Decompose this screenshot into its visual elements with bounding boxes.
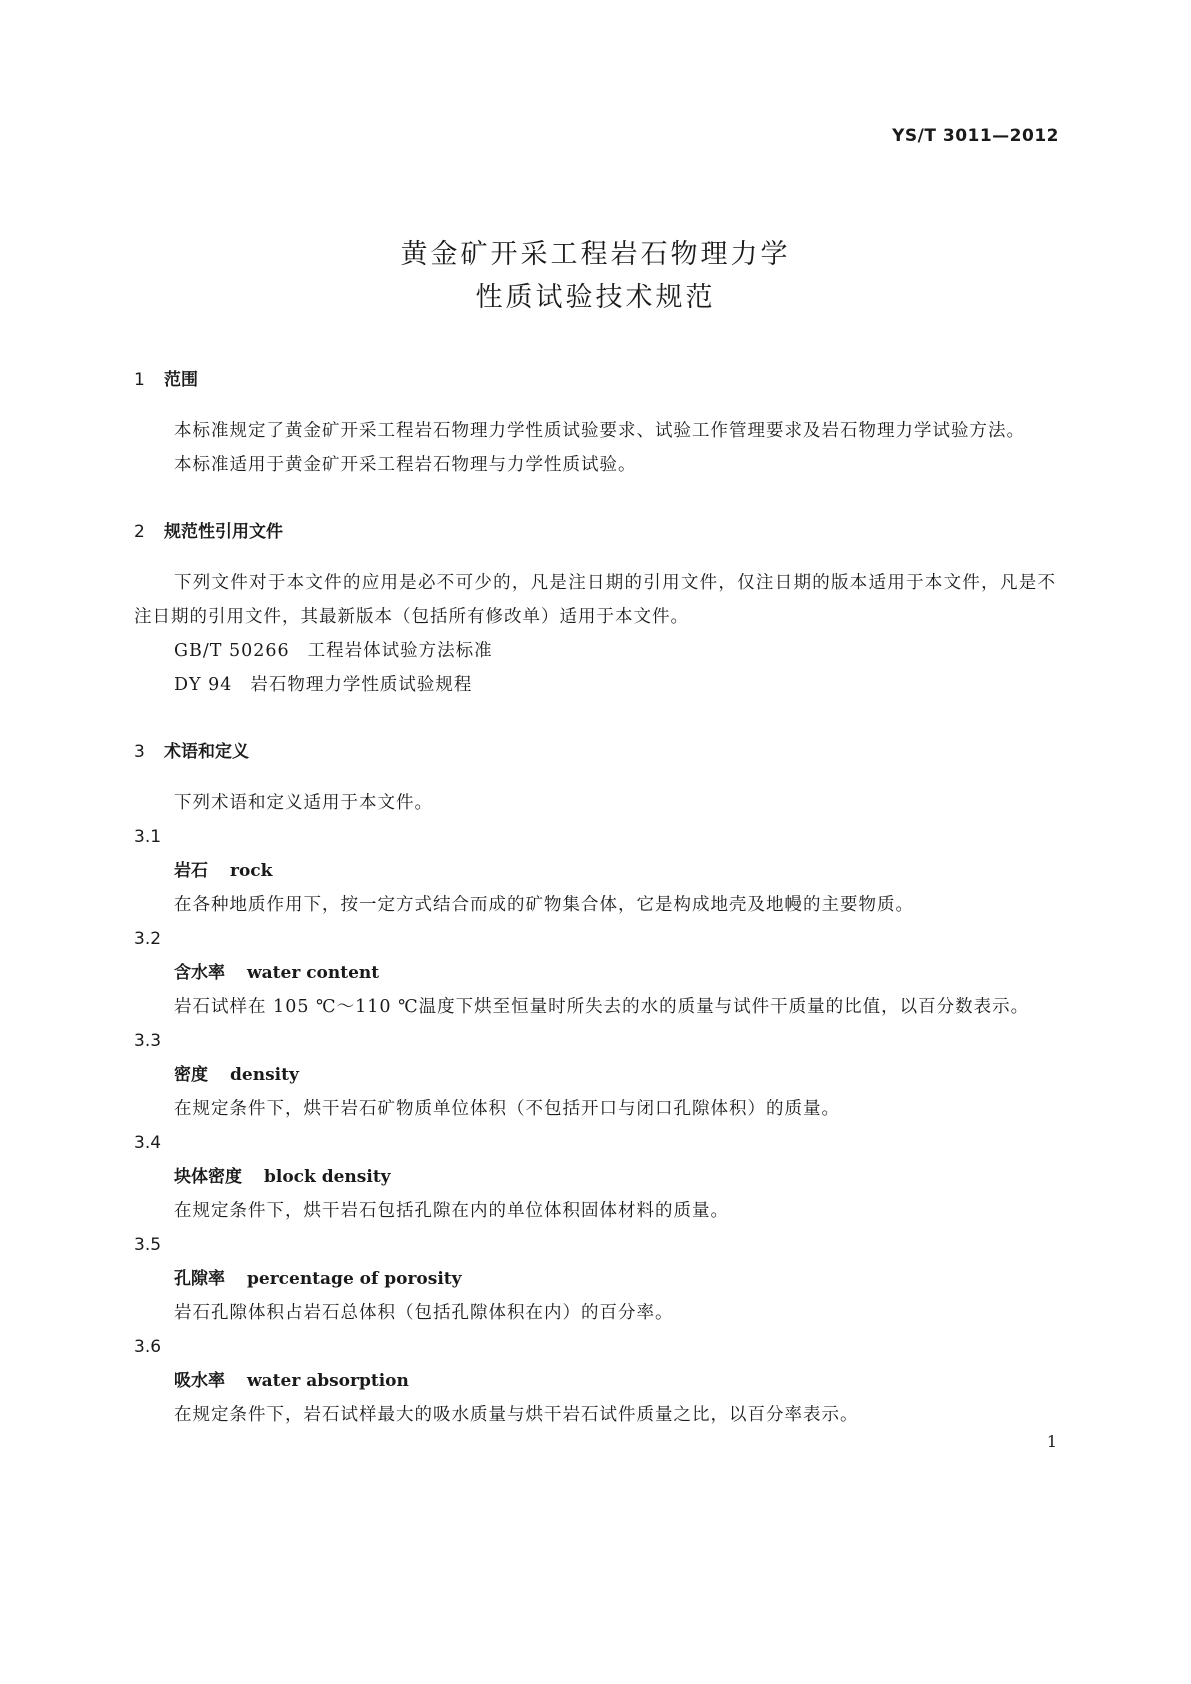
term-zh: 孔隙率 — [174, 1269, 225, 1289]
term-number: 3.2 — [134, 929, 162, 949]
term-number: 3.5 — [134, 1235, 162, 1255]
section-heading-scope — [134, 368, 1056, 392]
section-number: 2 — [134, 522, 145, 542]
document-body — [134, 368, 1056, 1432]
term-zh: 块体密度 — [174, 1167, 242, 1187]
page-number: 1 — [1046, 1432, 1057, 1451]
term-zh: 吸水率 — [174, 1371, 225, 1391]
section-number: 3 — [134, 742, 145, 762]
section-title: 规范性引用文件 — [164, 522, 283, 542]
term-heading — [134, 1058, 1056, 1092]
term-definition: 岩石试样在 105 ℃～110 ℃温度下烘至恒量时所失去的水的质量与试件干质量的比值，以百分数表示。 — [174, 997, 1030, 1017]
term-definition: 在规定条件下，烘干岩石包括孔隙在内的单位体积固体材料的质量。 — [174, 1201, 729, 1221]
term-heading — [134, 854, 1056, 888]
term-heading — [134, 1364, 1056, 1398]
term-en: block density — [264, 1167, 391, 1187]
term-zh: 密度 — [174, 1065, 208, 1085]
term-en: water absorption — [247, 1371, 409, 1391]
reference-item — [134, 668, 1056, 702]
term-en: water content — [247, 963, 380, 983]
reference-name: 工程岩体试验方法标准 — [307, 641, 493, 661]
scope-paragraph-1: 本标准规定了黄金矿开采工程岩石物理力学性质试验要求、试验工作管理要求及岩石物理力学试验方法。 — [174, 421, 1025, 441]
term-number: 3.4 — [134, 1133, 162, 1153]
document-title-line1: 黄金矿开采工程岩石物理力学 — [400, 239, 791, 270]
reference-code: GB/T 50266 — [174, 641, 290, 661]
term-definition: 在规定条件下，岩石试样最大的吸水质量与烘干岩石试件质量之比，以百分率表示。 — [174, 1405, 859, 1425]
section-number: 1 — [134, 370, 145, 390]
scope-paragraph-2: 本标准适用于黄金矿开采工程岩石物理与力学性质试验。 — [174, 455, 637, 475]
references-paragraph: 下列文件对于本文件的应用是必不可少的，凡是注日期的引用文件，仅注日期的版本适用于本文件，凡是不注日期的引用文件，其最新版本（包括所有修改单）适用于本文件。 — [134, 573, 1056, 627]
term-heading — [134, 956, 1056, 990]
term-en: density — [230, 1065, 299, 1085]
term-definition: 在规定条件下，烘干岩石矿物质单位体积（不包括开口与闭口孔隙体积）的质量。 — [174, 1099, 840, 1119]
term-definition: 在各种地质作用下，按一定方式结合而成的矿物集合体，它是构成地壳及地幔的主要物质。 — [174, 895, 914, 915]
reference-item — [134, 634, 1056, 668]
reference-name: 岩石物理力学性质试验规程 — [250, 675, 473, 695]
reference-code: DY 94 — [174, 675, 233, 695]
term-heading — [134, 1160, 1056, 1194]
section-heading-normative-references — [134, 520, 1056, 544]
term-zh: 含水率 — [174, 963, 225, 983]
term-zh: 岩石 — [174, 861, 208, 881]
section-heading-terms-definitions — [134, 740, 1056, 764]
section-title: 术语和定义 — [164, 742, 249, 762]
term-number: 3.1 — [134, 827, 162, 847]
section-title: 范围 — [164, 370, 198, 390]
term-number: 3.3 — [134, 1031, 162, 1051]
standard-number: YS/T 3011—2012 — [892, 126, 1059, 146]
term-number: 3.6 — [134, 1337, 162, 1357]
term-heading — [134, 1262, 1056, 1296]
term-en: percentage of porosity — [247, 1269, 462, 1289]
term-definition: 岩石孔隙体积占岩石总体积（包括孔隙体积在内）的百分率。 — [174, 1303, 674, 1323]
term-en: rock — [230, 861, 273, 881]
document-title-line2: 性质试验技术规范 — [475, 282, 716, 313]
terms-intro-paragraph: 下列术语和定义适用于本文件。 — [174, 793, 433, 813]
